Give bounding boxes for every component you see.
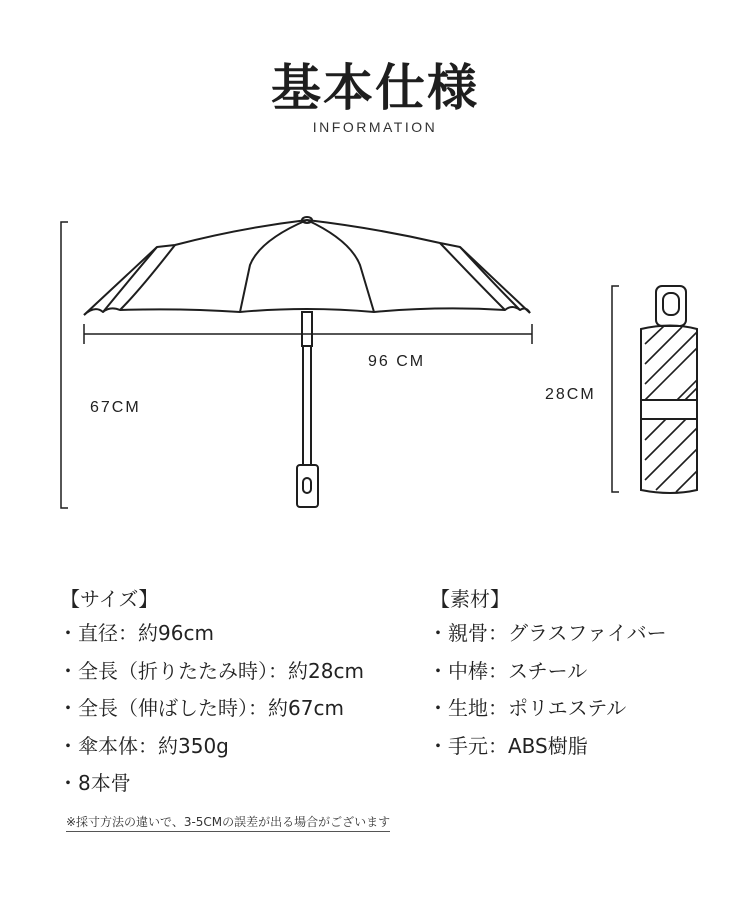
open-umbrella-illustration bbox=[84, 217, 530, 315]
material-section-heading: 【素材】 bbox=[430, 587, 510, 611]
size-spec-item: ・8本骨 bbox=[58, 771, 131, 795]
folded-handle-hole bbox=[663, 293, 679, 315]
canopy-rib-left-outer bbox=[103, 247, 157, 312]
material-spec-item: ・生地：ポリエステル bbox=[428, 696, 627, 720]
width-dimension-line bbox=[84, 324, 532, 344]
height-dimension-bracket bbox=[61, 222, 68, 508]
page-title: 基本仕様 bbox=[271, 59, 479, 117]
material-spec-list bbox=[428, 615, 667, 765]
canopy-panel-center-right bbox=[307, 220, 374, 312]
handle-strap-loop bbox=[303, 478, 311, 493]
folded-umbrella-illustration bbox=[641, 286, 697, 493]
folded-length-label: 28CM bbox=[545, 386, 596, 403]
size-spec-item: ・全長（折りたたみ時）：約28cm bbox=[58, 658, 364, 683]
width-dimension-label: 96 CM bbox=[368, 353, 426, 370]
material-spec-item: ・親骨：グラスファイバー bbox=[428, 621, 667, 645]
canopy-rib-right-outer bbox=[460, 247, 520, 310]
size-section-heading: 【サイズ】 bbox=[60, 587, 159, 611]
size-spec-item: ・直径：約96cm bbox=[58, 621, 214, 645]
size-spec-item: ・傘本体：約350g bbox=[58, 733, 229, 758]
size-spec-item: ・全長（伸ばした時）：約67cm bbox=[58, 696, 344, 720]
folded-height-bracket bbox=[612, 286, 619, 492]
measurement-note: ※採寸方法の違いで、3-5CMの誤差が出る場合がございます bbox=[66, 813, 390, 832]
shaft-upper bbox=[302, 312, 312, 346]
canopy-panel-center bbox=[240, 220, 307, 312]
height-dimension-label: 67CM bbox=[90, 399, 141, 416]
umbrella-handle bbox=[297, 465, 318, 507]
page-subtitle: INFORMATION bbox=[312, 119, 438, 135]
material-spec-item: ・中棒：スチール bbox=[428, 658, 588, 683]
folded-band bbox=[641, 400, 697, 419]
umbrella-shaft bbox=[297, 312, 318, 507]
material-spec-item: ・手元：ABS樹脂 bbox=[428, 733, 588, 758]
canopy-rib-right bbox=[440, 243, 505, 310]
size-spec-list bbox=[58, 615, 364, 803]
